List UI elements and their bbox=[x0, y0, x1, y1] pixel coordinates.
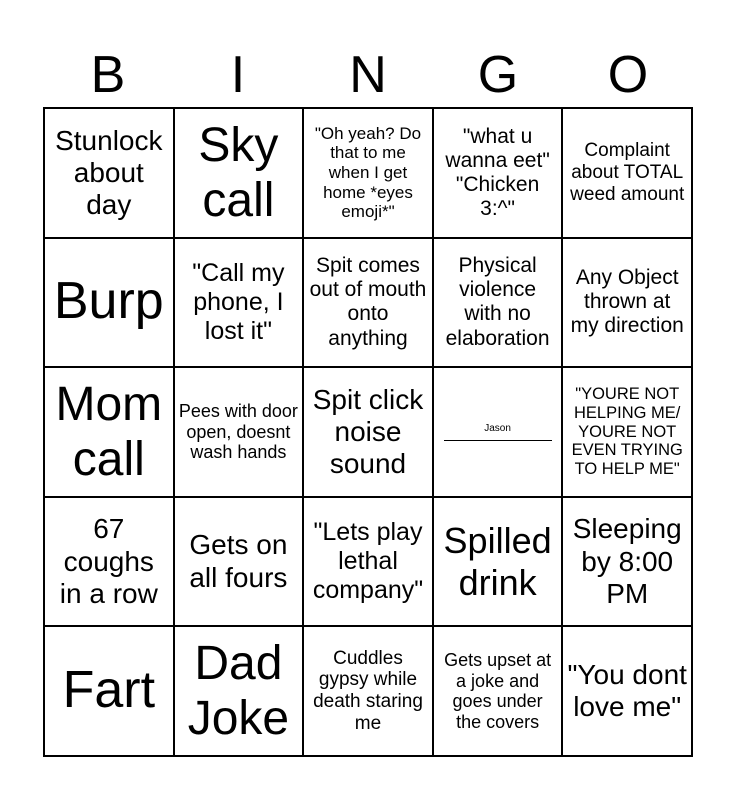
cell-text: Sky call bbox=[198, 118, 279, 227]
cell-text: Sleeping by 8:00 PM bbox=[572, 513, 682, 609]
cell-text: Gets upset at a joke and goes under the covers bbox=[444, 649, 552, 732]
cell-text: Stunlock about day bbox=[55, 124, 163, 220]
signature-line bbox=[444, 440, 552, 441]
cell-text: "Call my phone, I lost it" bbox=[192, 259, 285, 345]
bingo-cell-r2c5[interactable] bbox=[562, 238, 692, 368]
bingo-cell-r4c5[interactable] bbox=[562, 497, 692, 627]
cell-text: "YOURE NOT HELPING ME/ YOURE NOT EVEN TRYING TO HELP ME" bbox=[571, 384, 683, 479]
cell-text: Mom call bbox=[55, 377, 163, 486]
bingo-cell-r4c4[interactable] bbox=[433, 497, 563, 627]
bingo-cell-r1c4[interactable] bbox=[433, 108, 563, 238]
bingo-cell-r2c3[interactable] bbox=[303, 238, 433, 368]
header-letter-n: N bbox=[349, 46, 387, 104]
bingo-header bbox=[43, 44, 693, 106]
bingo-cell-r3c5[interactable] bbox=[562, 367, 692, 497]
cell-text: "Oh yeah? Do that to me when I get home *eyes emoji*" bbox=[314, 123, 422, 222]
bingo-cell-r1c2[interactable] bbox=[174, 108, 304, 238]
bingo-cell-r3c2[interactable] bbox=[174, 367, 304, 497]
bingo-cell-r1c3[interactable] bbox=[303, 108, 433, 238]
cell-text: Spilled drink bbox=[443, 520, 552, 603]
bingo-cell-r5c1[interactable] bbox=[44, 626, 174, 756]
cell-text: Gets on all fours bbox=[189, 529, 288, 593]
bingo-cell-r1c5[interactable] bbox=[562, 108, 692, 238]
cell-text: Physical violence with no elaboration bbox=[445, 254, 550, 350]
cell-text: Spit comes out of mouth onto anything bbox=[309, 254, 427, 350]
bingo-cell-free-space[interactable] bbox=[433, 367, 563, 497]
bingo-cell-r4c1[interactable] bbox=[44, 497, 174, 627]
cell-text: Fart bbox=[62, 661, 156, 720]
bingo-cell-r2c1[interactable] bbox=[44, 238, 174, 368]
cell-text: Complaint about TOTAL weed amount bbox=[570, 140, 685, 205]
bingo-cell-r4c3[interactable] bbox=[303, 497, 433, 627]
bingo-cell-r5c5[interactable] bbox=[562, 626, 692, 756]
bingo-board bbox=[43, 107, 693, 757]
cell-text: 67 coughs in a row bbox=[59, 513, 158, 609]
header-letter-b: B bbox=[90, 46, 126, 104]
cell-text: Any Object thrown at my direction bbox=[570, 266, 684, 338]
bingo-cell-r3c1[interactable] bbox=[44, 367, 174, 497]
free-space-name: Jason bbox=[484, 422, 511, 434]
cell-text: "Lets play lethal company" bbox=[312, 518, 424, 604]
bingo-cell-r3c3[interactable] bbox=[303, 367, 433, 497]
cell-text: "what u wanna eet" "Chicken 3:^" bbox=[445, 124, 550, 220]
cell-text: Dad Joke bbox=[187, 637, 290, 746]
bingo-cell-r5c2[interactable] bbox=[174, 626, 304, 756]
bingo-cell-r1c1[interactable] bbox=[44, 108, 174, 238]
header-letter-o: O bbox=[607, 46, 649, 104]
header-letter-i: I bbox=[230, 46, 246, 104]
header-letter-g: G bbox=[477, 46, 519, 104]
bingo-cell-r5c4[interactable] bbox=[433, 626, 563, 756]
bingo-cell-r4c2[interactable] bbox=[174, 497, 304, 627]
cell-text: Burp bbox=[53, 272, 164, 331]
cell-text: Pees with door open, doesnt wash hands bbox=[178, 400, 298, 463]
cell-text: Spit click noise sound bbox=[312, 383, 424, 480]
bingo-cell-r2c4[interactable] bbox=[433, 238, 563, 368]
cell-text: Cuddles gypsy while death staring me bbox=[313, 647, 423, 735]
cell-text: "You dont love me" bbox=[567, 659, 687, 723]
bingo-cell-r2c2[interactable] bbox=[174, 238, 304, 368]
bingo-cell-r5c3[interactable] bbox=[303, 626, 433, 756]
